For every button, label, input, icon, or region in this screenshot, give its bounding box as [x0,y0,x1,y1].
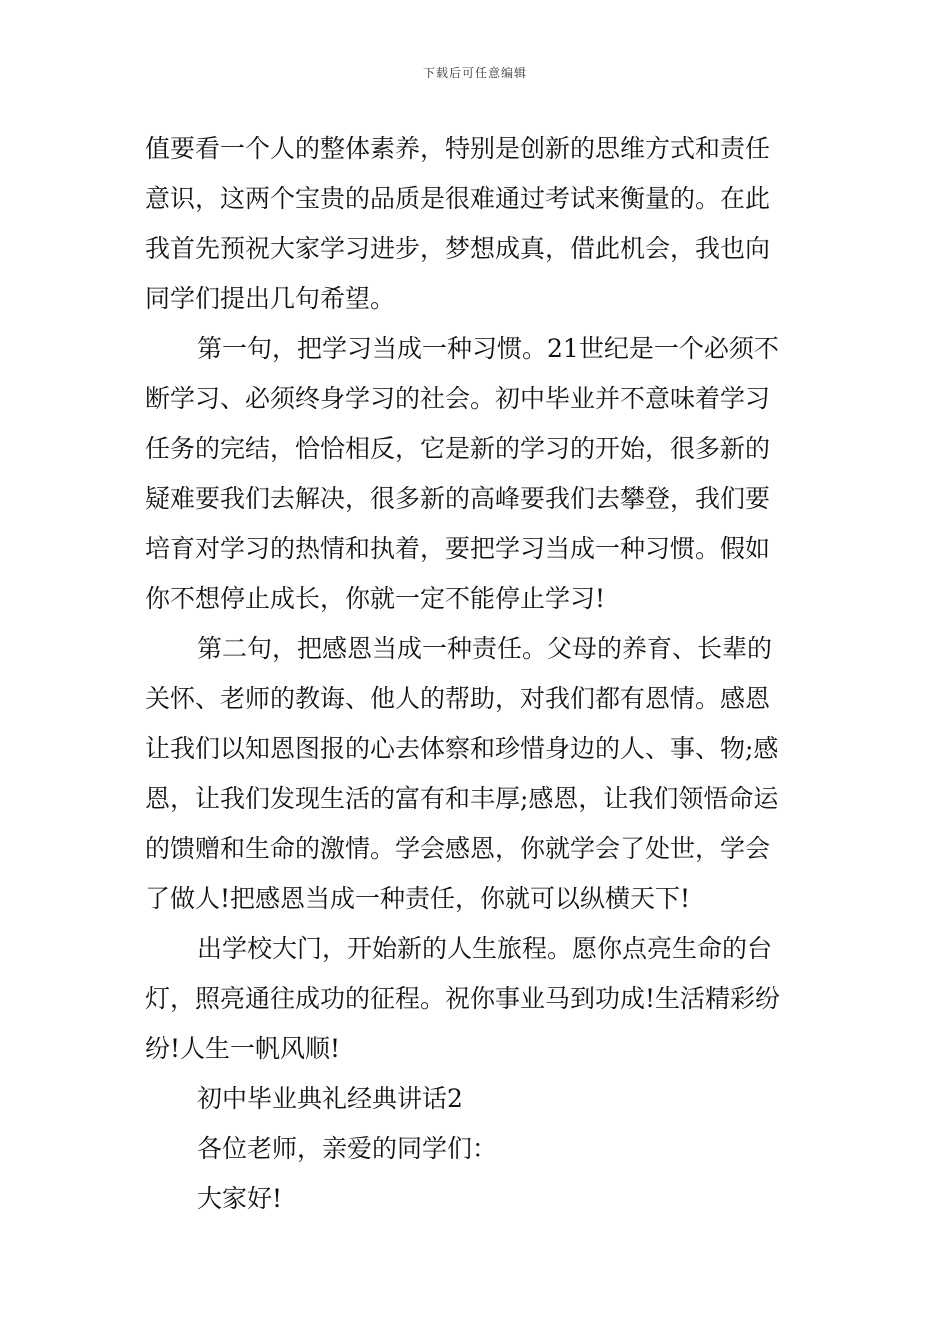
paragraph-start-line: 第二句，把感恩当成一种责任。父母的养育、长辈的 [197,634,773,663]
text-line: 纷!人生一帆风顺! [145,1034,341,1063]
text-line: 关怀、老师的教诲、他人的帮助，对我们都有恩情。感恩 [145,684,771,713]
text-line: 我首先预祝大家学习进步，梦想成真，借此机会，我也向 [145,234,771,263]
salutation: 各位老师，亲爱的同学们： [197,1134,498,1163]
body-text [145,124,807,1224]
text-line: 疑难要我们去解决，很多新的高峰要我们去攀登，我们要 [145,484,771,513]
text-line: 任务的完结，恰恰相反，它是新的学习的开始，很多新的 [145,434,771,463]
text-line: 同学们提出几句希望。 [145,284,396,313]
text-line: 你不想停止成长，你就一定不能停止学习! [145,584,606,613]
paragraph-start-line: 第一句，把学习当成一种习惯。21世纪是一个必须不 [197,334,779,363]
text-line: 让我们以知恩图报的心去体察和珍惜身边的人、事、物;感 [145,734,779,763]
greeting: 大家好! [197,1184,283,1213]
text-line: 了做人!把感恩当成一种责任，你就可以纵横天下! [145,884,691,913]
text-line: 恩，让我们发现生活的富有和丰厚;感恩，让我们领悟命运 [145,784,779,813]
text-line: 断学习、必须终身学习的社会。初中毕业并不意味着学习 [145,384,771,413]
paragraph-start-line: 出学校大门，开始新的人生旅程。愿你点亮生命的台 [197,934,773,963]
section-title: 初中毕业典礼经典讲话2 [197,1084,463,1113]
text-line: 培育对学习的热情和执着，要把学习当成一种习惯。假如 [145,534,771,563]
text-line: 的馈赠和生命的激情。学会感恩，你就学会了处世，学会 [145,834,771,863]
header-note: 下载后可任意编辑 [422,66,527,80]
text-line: 灯，照亮通往成功的征程。祝你事业马到功成!生活精彩纷 [145,984,781,1013]
text-line: 意识，这两个宝贵的品质是很难通过考试来衡量的。在此 [145,184,771,213]
text-line: 值要看一个人的整体素养，特别是创新的思维方式和责任 [145,134,771,163]
